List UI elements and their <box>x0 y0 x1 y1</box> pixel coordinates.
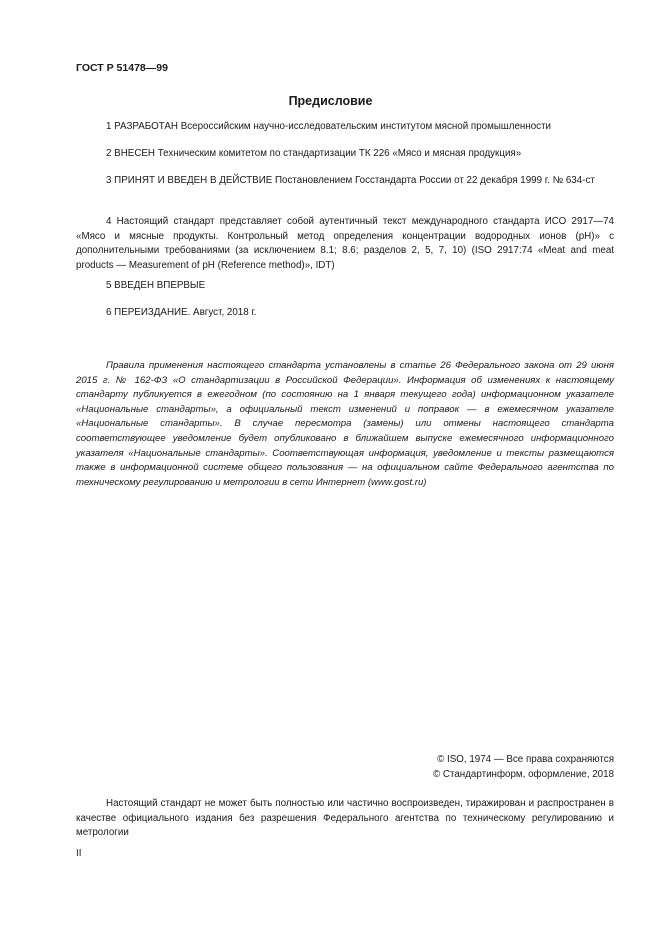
copyright-standartinform: © Стандартинформ, оформление, 2018 <box>432 769 614 780</box>
reproduction-notice: Настоящий стандарт не может быть полностью или частично воспроизведен, тиражирован и распространен в качестве официального издания без разрешения Федерального агентства по техническому регулированию и метрологии <box>76 798 614 839</box>
page-title: Предисловие <box>288 94 373 108</box>
page-number: II <box>76 848 82 859</box>
application-rules-note: Правила применения настоящего стандарта установлены в статье 26 Федерального закона от 29 июня 2015 г. № 162-ФЗ «О стандартизации в Российской Федерации». Информация об изменениях к настоящему стандарту публикуется в ежегодном (по состоянию на 1 января текущего года) информационном указателе «Национальные стандарты», а официальный текст изменений и поправок — в ежемесячном указателе «Национальные стандарты». В случае пересмотра (замены) или отмены настоящего стандарта соответствующее уведомление будет опубликовано в ближайшем выпуске ежемесячного информационного указателя «Национальные стандарты». Соответствующая информация, уведомление и тексты размещаются также в информационной системе общего пользования — на официальном сайте Федерального агентства по техническому регулированию и метрологии в сети Интернет (www.gost.ru) <box>76 360 614 488</box>
preface-item-6: 6 ПЕРЕИЗДАНИЕ. Август, 2018 г. <box>106 307 257 318</box>
copyright-iso: © ISO, 1974 — Все права сохраняются <box>437 754 614 765</box>
preface-item-3: 3 ПРИНЯТ И ВВЕДЕН В ДЕЙСТВИЕ Постановлением Госстандарта России от 22 декабря 1999 г. № 634-ст <box>106 175 595 186</box>
standard-code-header: ГОСТ Р 51478—99 <box>76 62 168 74</box>
preface-item-4: 4 Настоящий стандарт представляет собой аутентичный текст международного стандарта ИСО 2917—74 «Мясо и мясные продукты. Контрольный метод определения концентрации водородных ионов (pH)» с дополнительными требованиями (за исключением 8.1; 8.6; разделов 2, 5, 7, 10) (ISO 2917:74 «Meat and meat products — Measurement of pH (Reference method)», IDT) <box>76 216 614 271</box>
preface-item-5: 5 ВВЕДЕН ВПЕРВЫЕ <box>106 280 206 291</box>
preface-item-1: 1 РАЗРАБОТАН Всероссийским научно-исследовательским институтом мясной промышленности <box>106 121 552 132</box>
preface-item-2: 2 ВНЕСЕН Техническим комитетом по стандартизации ТК 226 «Мясо и мясная продукция» <box>106 148 522 159</box>
